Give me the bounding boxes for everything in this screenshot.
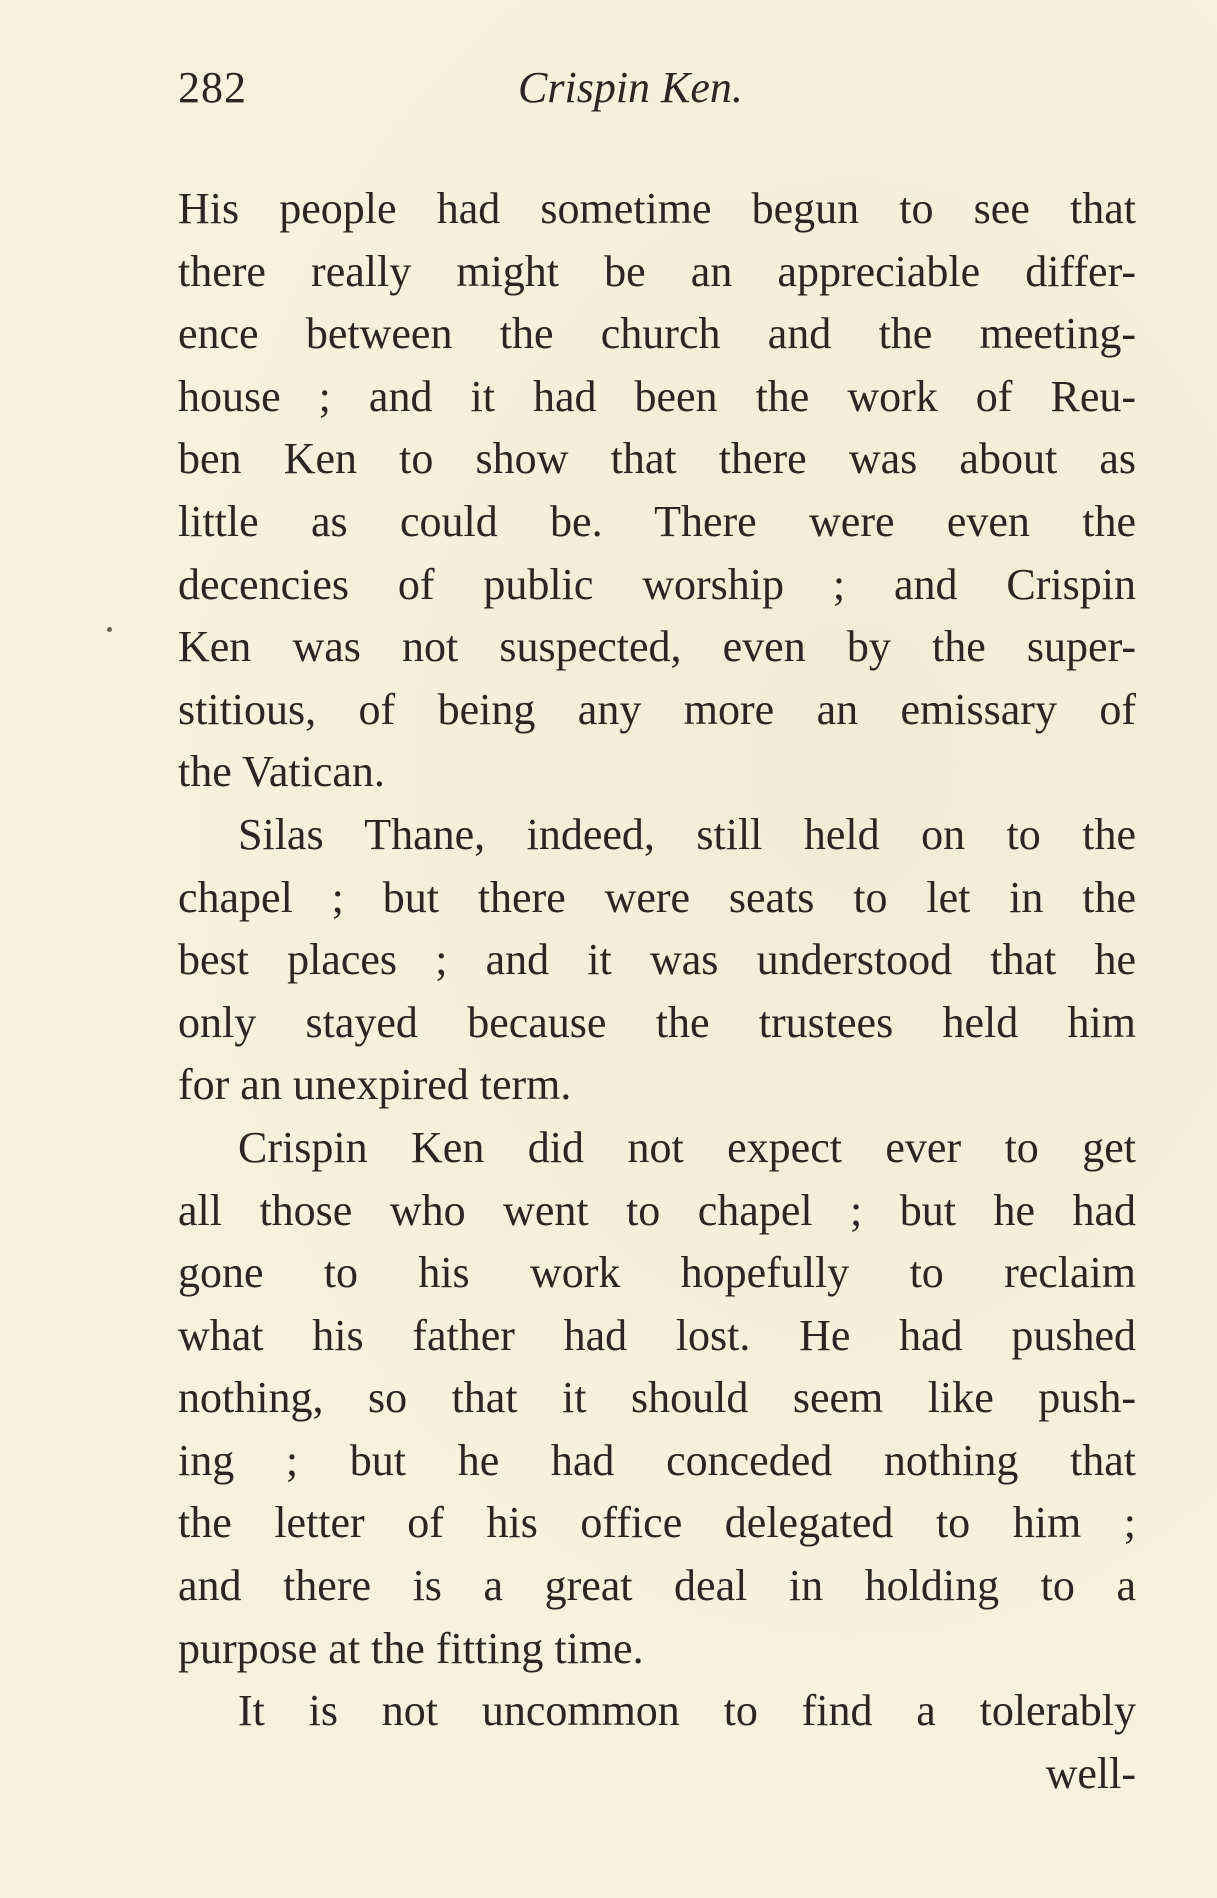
page-header — [178, 62, 1138, 132]
text-line: all those who went to chapel ; but he had — [178, 1185, 1136, 1235]
text-line: chapel ; but there were seats to let in the — [178, 872, 1136, 922]
text-line: house ; and it had been the work of Reu- — [178, 371, 1136, 421]
text-line: stitious, of being any more an emissary of — [178, 684, 1136, 734]
text-line: purpose at the fitting time. — [178, 1623, 644, 1673]
text-line: Silas Thane, indeed, still held on to the — [238, 809, 1136, 859]
text-line: what his father had lost. He had pushed — [178, 1310, 1136, 1360]
text-line: Ken was not suspected, even by the super- — [178, 622, 1136, 672]
page-number: 282 — [178, 63, 247, 112]
text-line: there really might be an appreciable differ- — [178, 246, 1136, 296]
text-line: nothing, so that it should seem like push- — [178, 1373, 1136, 1423]
paragraph — [178, 178, 1136, 804]
text-line: gone to his work hopefully to reclaim — [178, 1248, 1136, 1298]
text-line: and there is a great deal in holding to a — [178, 1561, 1136, 1611]
text-line: His people had sometime begun to see that — [178, 184, 1136, 233]
text-line: Crispin Ken did not expect ever to get — [238, 1122, 1136, 1172]
text-line: the Vatican. — [178, 747, 385, 797]
catchword: well- — [1045, 1748, 1136, 1798]
text-line: little as could be. There were even the — [178, 496, 1136, 546]
text-line: ing ; but he had conceded nothing that — [178, 1435, 1136, 1485]
text-line: best places ; and it was understood that he — [178, 935, 1136, 985]
text-line: decencies of public worship ; and Crispin — [178, 559, 1136, 609]
ink-speck — [107, 627, 112, 632]
paragraph — [178, 1680, 1136, 1743]
text-line: the letter of his office delegated to him ; — [178, 1498, 1136, 1548]
running-title: Crispin Ken. — [518, 63, 743, 112]
paragraph — [178, 1117, 1136, 1680]
text-line: ben Ken to show that there was about as — [178, 434, 1136, 484]
text-line: only stayed because the trustees held him — [178, 997, 1136, 1047]
text-line: for an unexpired term. — [178, 1060, 572, 1110]
text-line: ence between the church and the meeting- — [178, 309, 1136, 359]
paragraph — [178, 804, 1136, 1117]
body-text — [178, 178, 1136, 1805]
text-line: It is not uncommon to find a tolerably — [238, 1686, 1136, 1736]
